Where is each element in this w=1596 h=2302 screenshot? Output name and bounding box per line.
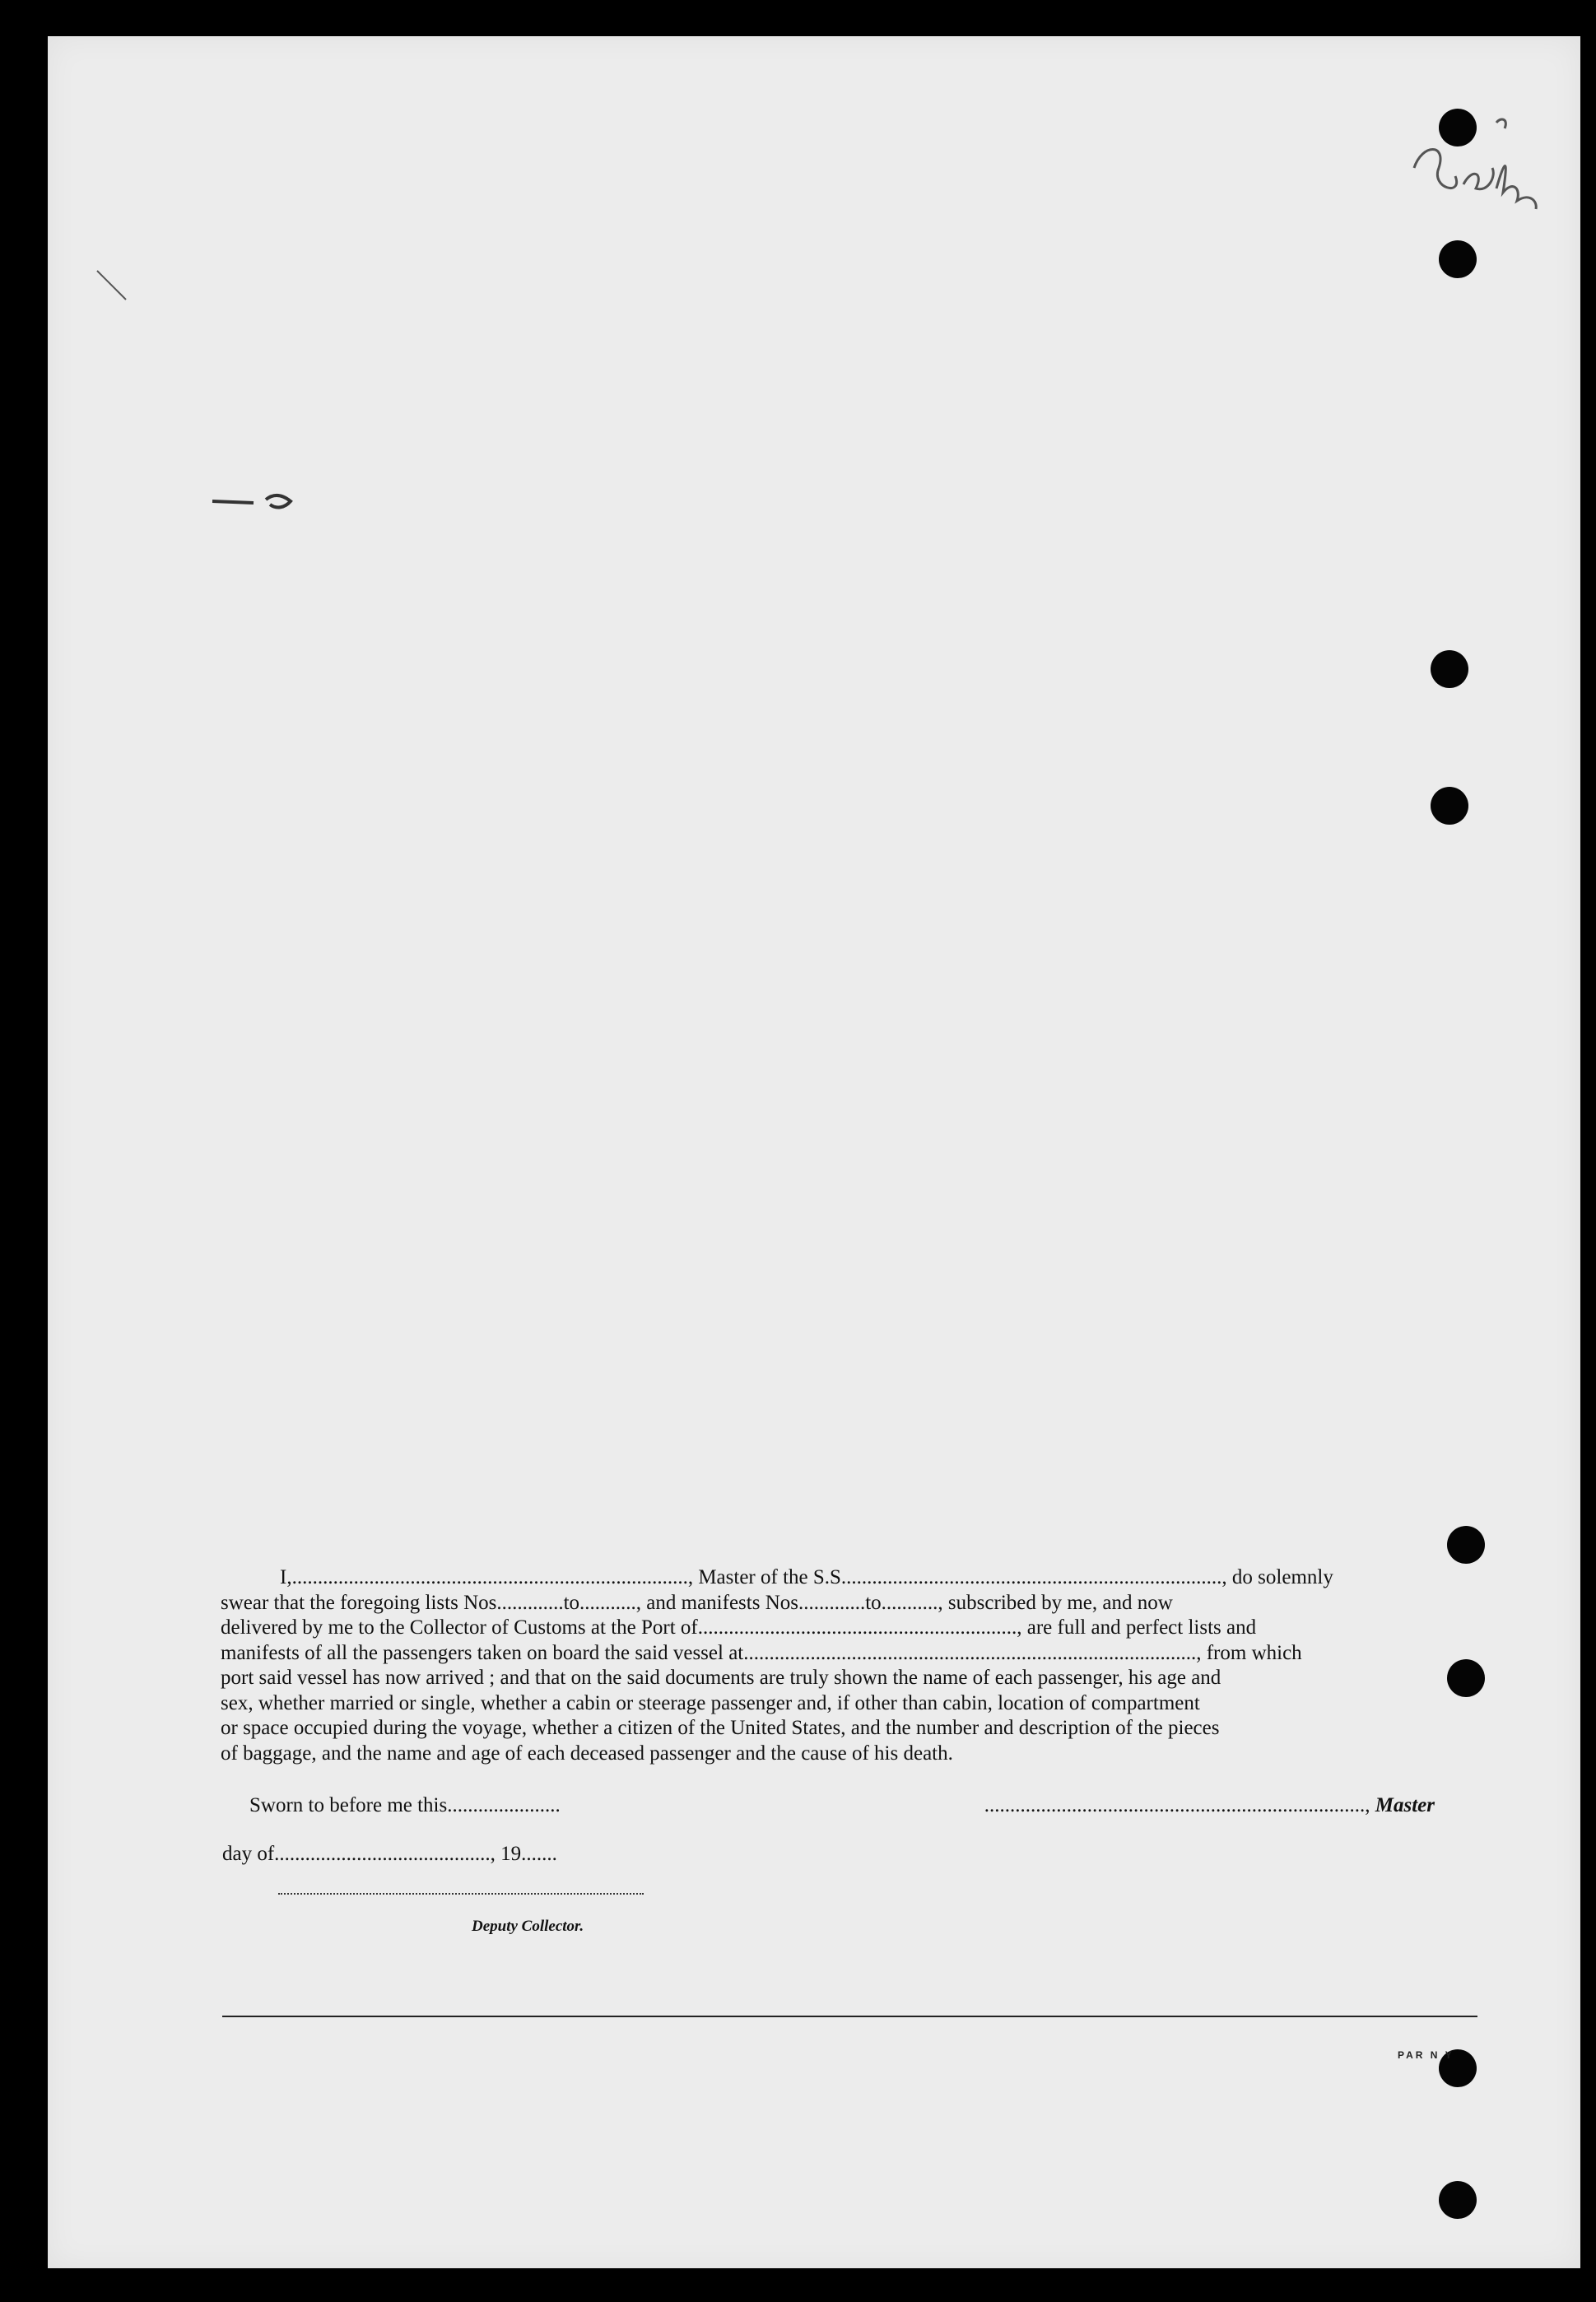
master-label: Master [1375, 1794, 1435, 1816]
oath-line: sex, whether married or single, whether a cabin or steerage passenger and, if other than cabin, location of compartment [221, 1691, 1200, 1714]
punch-hole [1439, 2181, 1477, 2219]
punch-hole [1431, 650, 1468, 688]
oath-line: manifests of all the passengers taken on board the said vessel at........................................................................................, from which [221, 1641, 1302, 1664]
oath-line: of baggage, and the name and age of each deceased passenger and the cause of his death. [221, 1742, 953, 1765]
sworn-before-field: Sworn to before me this...................... [249, 1794, 561, 1816]
master-signature-line [984, 1794, 1435, 1817]
punch-hole [1431, 787, 1468, 825]
punch-hole [1447, 1526, 1485, 1564]
day-field: day of.........................................., 19....... [222, 1843, 557, 1865]
oath-line: port said vessel has now arrived ; and that on the said documents are truly shown the name of each passenger, his age and [221, 1667, 1221, 1689]
divider-rule [222, 2016, 1477, 2017]
ink-smudge [93, 267, 142, 316]
oath-line: swear that the foregoing lists Nos.............to..........., and manifests Nos.............to..........., subscribed by me, and now [221, 1591, 1173, 1614]
deputy-collector-label: Deputy Collector. [472, 1918, 584, 1935]
oath-line: delivered by me to the Collector of Customs at the Port of.............................................................., are full and perfect lists and [221, 1616, 1257, 1639]
handwritten-note-icon [1406, 110, 1570, 250]
oath-line: or space occupied during the voyage, whether a citizen of the United States, and the number and description of the pieces [221, 1717, 1220, 1739]
master-signature-dots: .........................................................................., [984, 1794, 1370, 1816]
deputy-signature-line [278, 1893, 644, 1895]
ink-smudge [204, 485, 303, 518]
printer-mark: PAR N Y [1398, 2049, 1454, 2061]
oath-paragraph [221, 1565, 1484, 1766]
oath-line: I,............................................................................., Master of the S.S.........................................................................., do solemnly [280, 1566, 1333, 1588]
document-page [48, 36, 1580, 2268]
